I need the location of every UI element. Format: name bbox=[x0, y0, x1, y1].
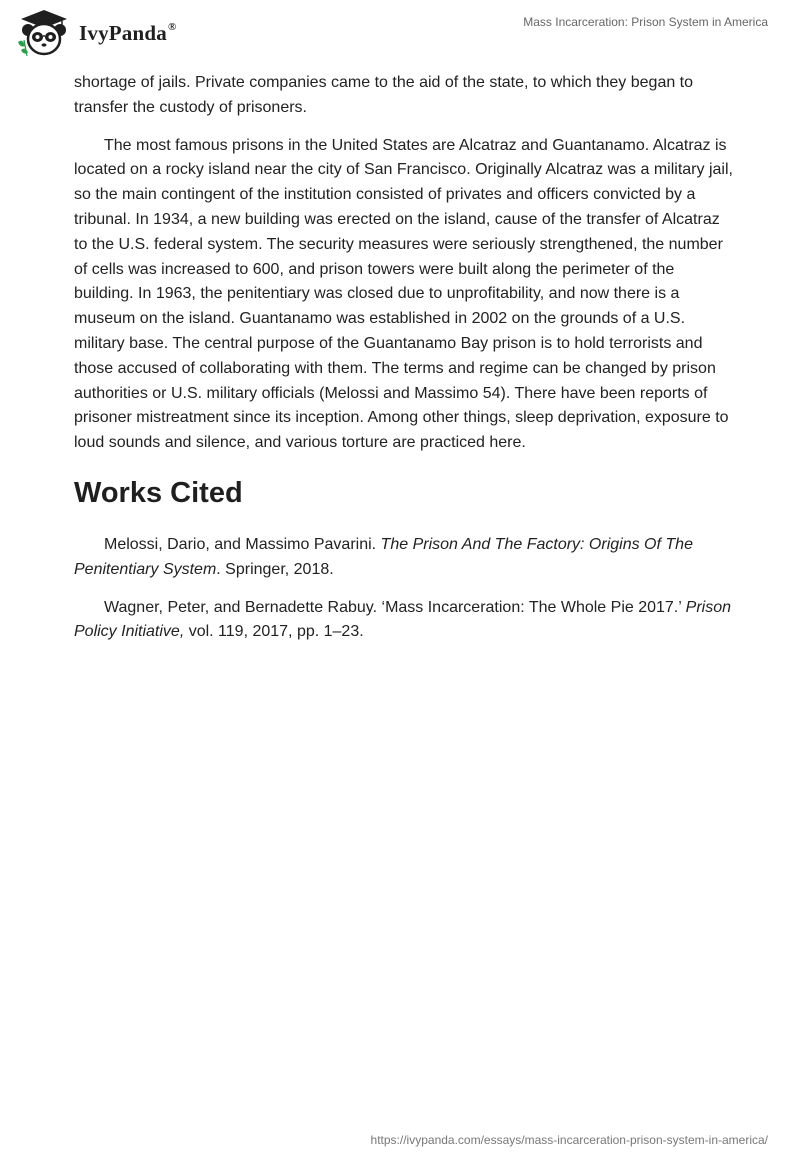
citation-entry: Melossi, Dario, and Massimo Pavarini. The Prison And The Factory: Origins Of The Penitentiary System. Springer, 2018. bbox=[74, 535, 693, 578]
citation-title: The Prison And The Factory: Origins Of The Penitentiary System bbox=[74, 535, 693, 578]
essay-content bbox=[74, 71, 734, 658]
running-title: Mass Incarceration: Prison System in America bbox=[523, 15, 768, 29]
page-header bbox=[0, 0, 800, 70]
paragraph-famous-prisons: The most famous prisons in the United States are Alcatraz and Guantanamo. Alcatraz is located on a rocky island near the city of San Francisco. Originally Alcatraz was a military jail, so the main contingent of the institution consisted of privates and officers convicted by a tribunal. In 1934, a new building was erected on the island, cause of the transfer of Alcatraz to the U.S. federal system. The security measures were seriously strengthened, the number of cells was increased to 600, and prison towers were built along the perimeter of the building. In 1963, the penitentiary was closed due to unprofitability, and now there is a museum on the island. Guantanamo was established in 2002 on the grounds of a U.S. military base. The central purpose of the Guantanamo Bay prison is to hold terrorists and those accused of collaborating with them. The terms and regime can be changed by prison authorities or U.S. military officials (Melossi and Massimo 54). There have been reports of prisoner mistreatment since its inception. Among other things, sleep deprivation, exposure to loud sounds and silence, and various torture are practiced here. bbox=[74, 136, 733, 452]
paragraph-continuation: shortage of jails. Private companies came to the aid of the state, to which they began to transfer the custody of prisoners. bbox=[74, 74, 694, 116]
registered-mark: ® bbox=[167, 20, 177, 33]
source-url-link[interactable]: https://ivypanda.com/essays/mass-incarceration-prison-system-in-america/ bbox=[370, 1133, 768, 1147]
citation-entry: Wagner, Peter, and Bernadette Rabuy. ‘Mass Incarceration: The Whole Pie 2017.’ Prison Policy Initiative, vol. 119, 2017, pp. 1–23. bbox=[74, 598, 732, 641]
logo-wordmark: IvyPanda® bbox=[79, 20, 177, 45]
works-cited-heading: Works Cited bbox=[74, 476, 243, 509]
panda-graduate-icon bbox=[15, 8, 73, 58]
citation-title: Prison Policy Initiative, bbox=[74, 598, 732, 641]
ivypanda-logo[interactable] bbox=[15, 8, 176, 58]
